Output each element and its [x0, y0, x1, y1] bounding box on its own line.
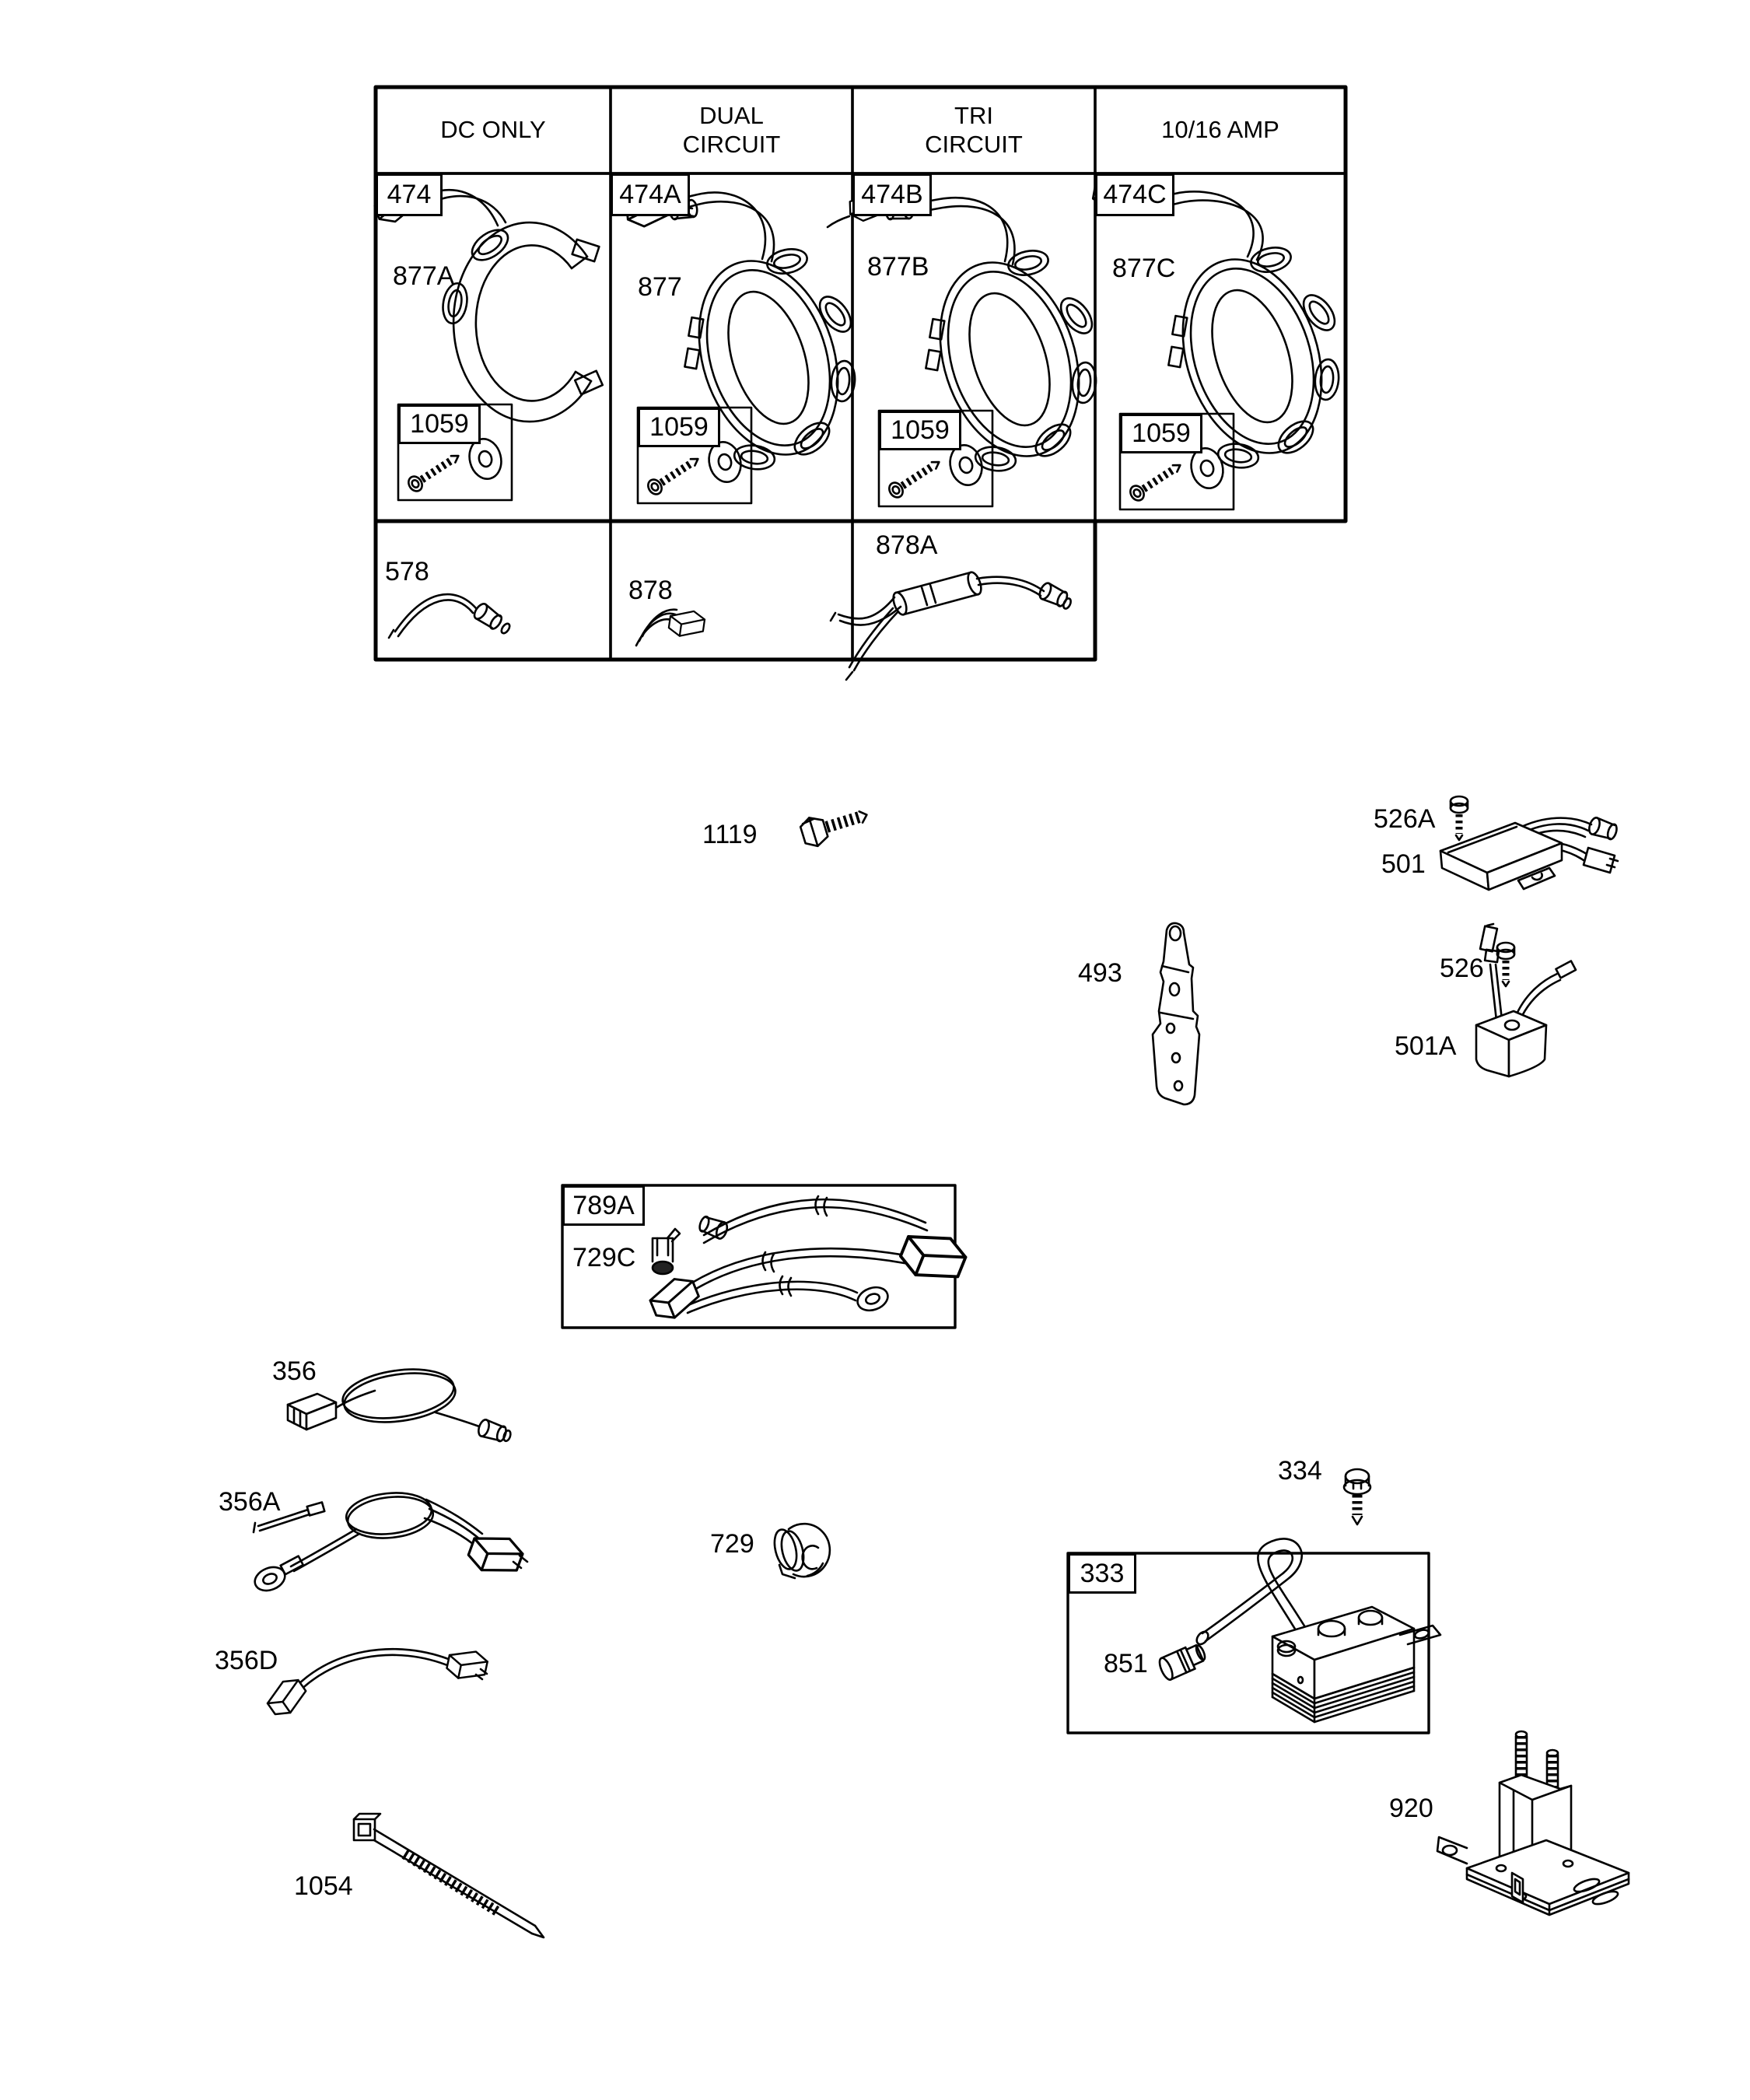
- hardware-box-1059-col3: 1059: [879, 411, 961, 450]
- group-box-333: 333: [1068, 1553, 1136, 1594]
- ref-box-474c: 474C: [1095, 173, 1174, 216]
- group-box-789a: 789A: [562, 1185, 645, 1226]
- header-label: DC ONLY: [440, 116, 546, 144]
- bolt-1119-drawing: [799, 801, 871, 849]
- label-493: 493: [1078, 958, 1122, 988]
- header-label: 10/16 AMP: [1161, 116, 1279, 144]
- label-526a: 526A: [1374, 804, 1436, 834]
- label-877c: 877C: [1112, 254, 1176, 283]
- label-878a: 878A: [876, 530, 938, 560]
- starter-solenoid-920-drawing: [1437, 1731, 1629, 1915]
- label-878: 878: [628, 576, 673, 605]
- ref-box-474a: 474A: [611, 173, 690, 216]
- label-578: 578: [385, 557, 429, 586]
- label-729: 729: [710, 1529, 754, 1559]
- label-501: 501: [1381, 849, 1426, 879]
- ref-box-474b: 474B: [852, 173, 932, 216]
- table-header-dual-circuit: [611, 87, 852, 173]
- header-label: DUAL CIRCUIT: [682, 101, 781, 158]
- label-920: 920: [1389, 1794, 1433, 1823]
- label-356d: 356D: [215, 1646, 278, 1675]
- bracket-493-drawing: [1153, 923, 1199, 1104]
- wire-356-drawing: [288, 1363, 512, 1443]
- table-header-10-16-amp: [1095, 87, 1346, 173]
- stator-877a-drawing: [372, 184, 603, 494]
- cable-tie-1054-drawing: [354, 1814, 544, 1937]
- label-356a: 356A: [219, 1487, 281, 1517]
- header-label: TRI CIRCUIT: [925, 101, 1023, 158]
- regulator-501-drawing: [1440, 817, 1619, 890]
- screw-334-drawing: [1344, 1469, 1370, 1524]
- wire-878a-drawing: [831, 571, 1073, 680]
- wire-578-drawing: [389, 594, 511, 638]
- table-header-dc-only: [376, 87, 611, 173]
- wire-878-drawing: [636, 608, 705, 646]
- clamp-729-drawing: [771, 1524, 830, 1578]
- screw-526-drawing: [1497, 943, 1514, 986]
- wire-356d-drawing: [262, 1647, 488, 1720]
- label-877: 877: [638, 272, 682, 302]
- ref-box-474: 474: [376, 173, 443, 216]
- table-header-tri-circuit: [852, 87, 1095, 173]
- hardware-box-1059-col1: 1059: [398, 404, 481, 444]
- label-877a: 877A: [393, 261, 455, 291]
- screw-526a-drawing: [1451, 796, 1468, 840]
- hardware-box-1059-col4: 1059: [1120, 414, 1202, 453]
- label-334: 334: [1278, 1456, 1322, 1486]
- rectifier-501a-drawing: [1476, 924, 1576, 1076]
- hardware-box-1059-col2: 1059: [638, 408, 720, 447]
- label-1054: 1054: [294, 1871, 353, 1901]
- label-501a: 501A: [1395, 1031, 1457, 1061]
- stator-877-drawing: [625, 189, 862, 496]
- wire-356a-drawing: [251, 1489, 527, 1594]
- stator-877b-drawing: [828, 192, 1102, 500]
- label-356: 356: [272, 1356, 317, 1386]
- label-729c: 729C: [572, 1243, 636, 1272]
- label-851: 851: [1104, 1649, 1148, 1678]
- label-526: 526: [1440, 954, 1484, 983]
- label-877b: 877B: [867, 252, 929, 282]
- label-1119: 1119: [702, 820, 758, 849]
